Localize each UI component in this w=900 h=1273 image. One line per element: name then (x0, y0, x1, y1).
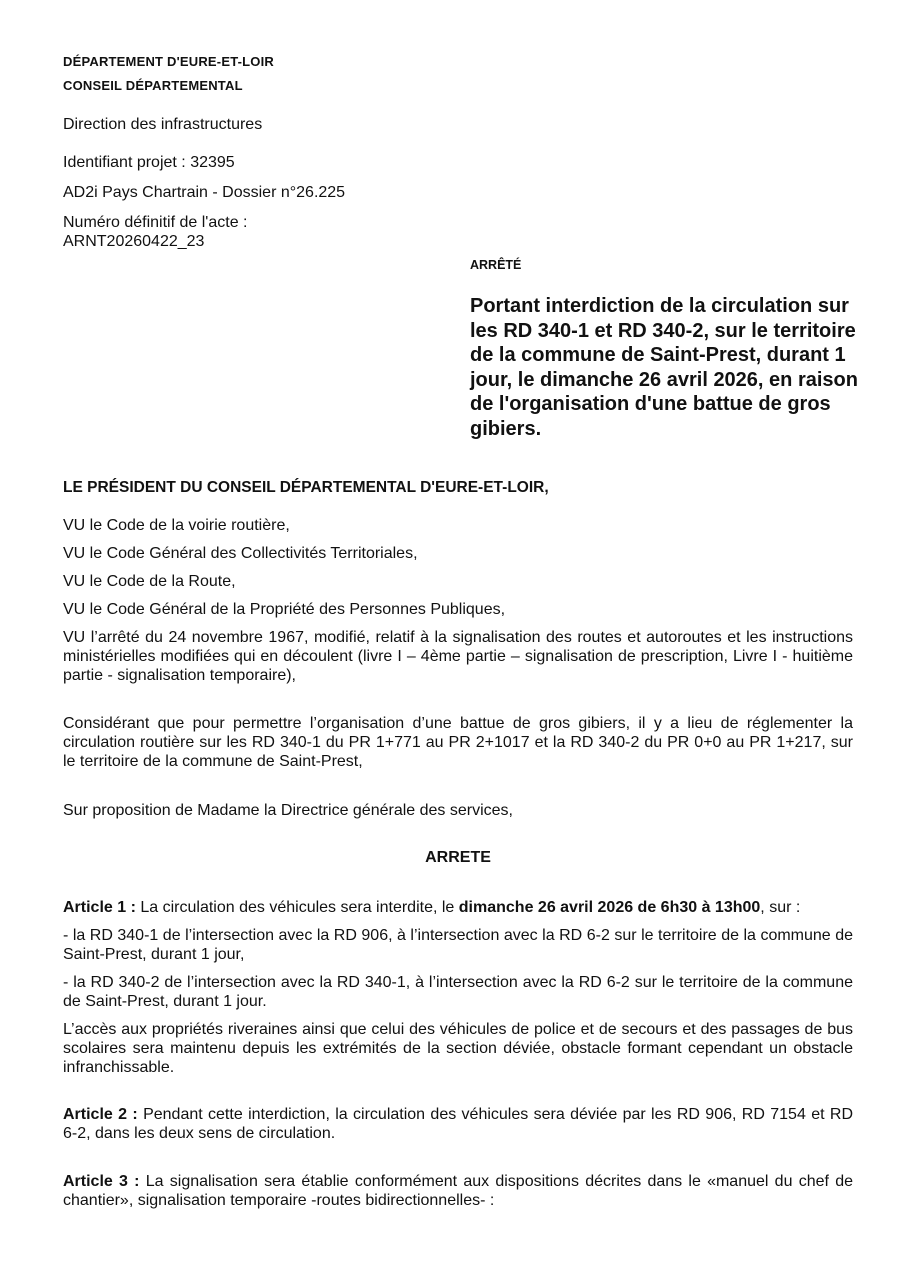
act-number-block (63, 213, 247, 251)
act-number-label: Numéro définitif de l'acte : (63, 214, 248, 231)
article-1-access: L’accès aux propriétés riveraines ainsi que celui des véhicules de police et de secours et des passages de bus scolaires sera maintenu depuis les extrémités de la section déviée, obstacle formant cependant un obstacle infranchissable. (63, 1021, 853, 1076)
department-name: DÉPARTEMENT D'EURE-ET-LOIR (63, 54, 274, 69)
article-3 (63, 1172, 853, 1210)
article-1-text-before: La circulation des véhicules sera interdite, le (140, 899, 455, 916)
proposition-paragraph (63, 801, 853, 820)
project-id: Identifiant projet : 32395 (63, 154, 235, 171)
decree-object-title: Portant interdiction de la circulation sur les RD 340-1 et RD 340-2, sur le territoire de la commune de Saint-Prest, durant 1 jour, le dimanche 26 avril 2026, en raison de l'organisation d'une battue de gros gibiers. (470, 295, 858, 440)
article-1-date: dimanche 26 avril 2026 de 6h30 à 13h00 (458, 899, 761, 916)
article-2-text: Pendant cette interdiction, la circulation des véhicules sera déviée par les RD 906, RD 7154 et RD 6-2, dans les deux sens de circulation. (63, 1106, 853, 1142)
considerant-paragraph (63, 714, 853, 771)
decree-label: ARRÊTÉ (470, 258, 522, 272)
dossier-reference: AD2i Pays Chartrain - Dossier n°26.225 (63, 184, 346, 201)
president-heading: LE PRÉSIDENT DU CONSEIL DÉPARTEMENTAL D'EURE-ET-LOIR, (63, 479, 549, 496)
article-1-item: - la RD 340-1 de l’intersection avec la RD 906, à l’intersection avec la RD 6-2 sur le territoire de la commune de Saint-Prest, durant 1 jour, (63, 927, 853, 963)
article-3-text: La signalisation sera établie conformément aux dispositions décrites dans le «manuel du chef de chantier», signalisation temporaire -routes bidirectionnelles- : (63, 1173, 853, 1209)
article-2 (63, 1105, 853, 1143)
vu-item: VU le Code Général de la Propriété des Personnes Publiques, (63, 601, 506, 618)
article-1-item: - la RD 340-2 de l’intersection avec la RD 340-1, à l’intersection avec la RD 6-2 sur le territoire de la commune de Saint-Prest, durant 1 jour. (63, 974, 853, 1010)
vu-list (63, 516, 853, 694)
council-name: CONSEIL DÉPARTEMENTAL (63, 78, 243, 93)
article-3-label: Article 3 : (63, 1173, 140, 1190)
proposition-text: Sur proposition de Madame la Directrice générale des services, (63, 802, 513, 819)
vu-item: VU l’arrêté du 24 novembre 1967, modifié, relatif à la signalisation des routes et autoroutes et les instructions ministérielles modifiées qui en découlent (livre I – 4ème partie – signalisation de prescription, Livre I - huitième partie - signalisation temporaire), (63, 629, 853, 684)
act-number: ARNT20260422_23 (63, 233, 205, 250)
vu-item: VU le Code Général des Collectivités Territoriales, (63, 545, 418, 562)
article-1-text-after: , sur : (760, 899, 801, 916)
considerant-text: Considérant que pour permettre l’organisation d’une battue de gros gibiers, il y a lieu de réglementer la circulation routière sur les RD 340-1 du PR 1+771 au PR 2+1017 et la RD 340-2 du PR 0+0 au PR 1+217, sur le territoire de la commune de Saint-Prest, (63, 715, 853, 770)
department-header (63, 50, 274, 98)
article-1-label: Article 1 : (63, 899, 136, 916)
article-2-paragraph (63, 1105, 853, 1143)
article-1-intro (63, 898, 853, 917)
direction-line: Direction des infrastructures (63, 116, 263, 133)
arrete-heading: ARRETE (425, 849, 491, 866)
vu-item: VU le Code de la Route, (63, 573, 236, 590)
article-3-paragraph (63, 1172, 853, 1210)
vu-item: VU le Code de la voirie routière, (63, 517, 290, 534)
article-2-label: Article 2 : (63, 1106, 138, 1123)
article-1 (63, 898, 853, 1086)
